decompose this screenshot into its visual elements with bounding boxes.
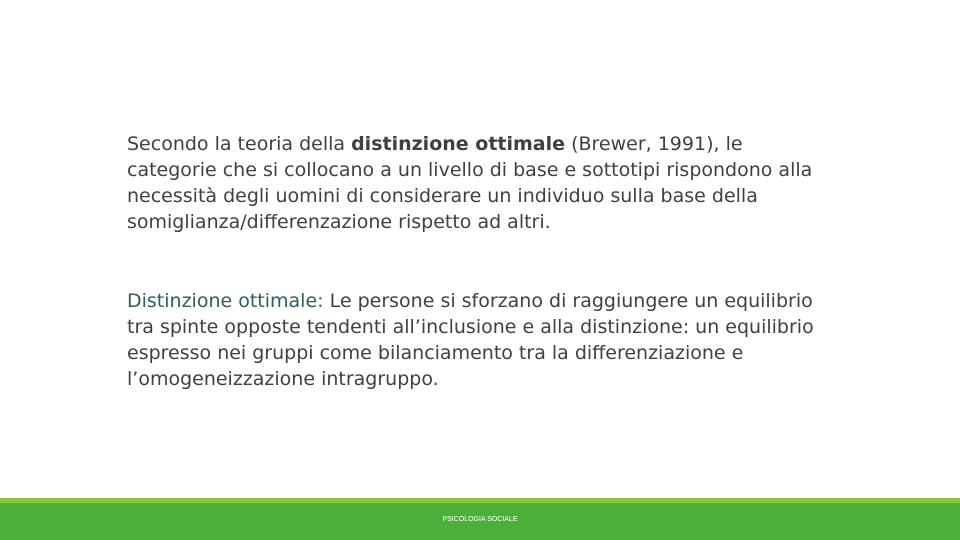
definition-body: Le persone si sforzano di raggiungere un equilibrio tra spinte opposte tendenti all’inclusione e alla distinzione: un equilibrio espresso nei gruppi come bilanciamento tra la differenziazione e l’omogeneizzazione intragruppo. — [127, 290, 814, 390]
definition-term: Distinzione ottimale: — [127, 290, 324, 312]
paragraph-1-rest: (Brewer, 1991), le categorie che si collocano a un livello di base e sottotipi rispondono alla necessità degli uomini di considerare un individuo sulla base della somiglianza/differenzazione rispetto ad altri. — [127, 133, 813, 233]
paragraph-brewer-theory — [127, 131, 827, 235]
optimal-distinctiveness-emphasis: distinzione ottimale — [351, 133, 566, 155]
footer-label: PSICOLOGIA SOCIALE — [442, 516, 518, 523]
paragraph-definition — [127, 288, 827, 392]
paragraph-1-intro: Secondo la teoria della — [127, 133, 352, 155]
